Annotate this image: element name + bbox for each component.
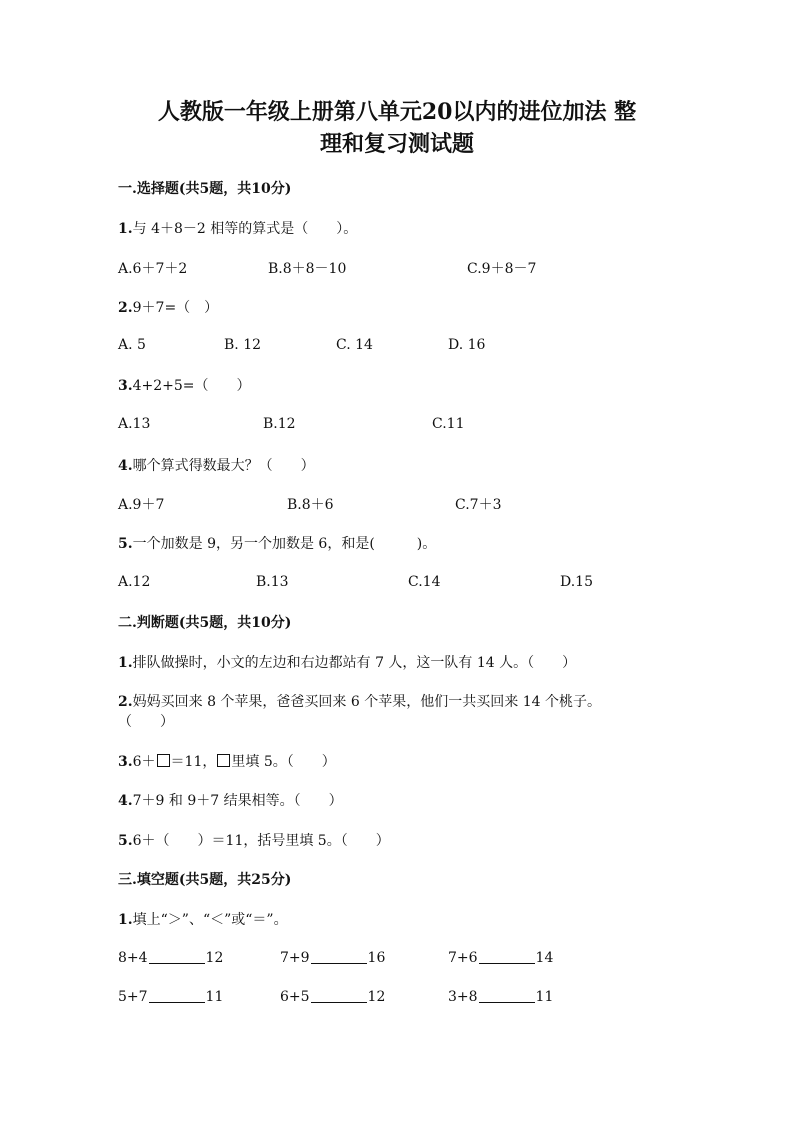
choice-q2-option-c[interactable]: C. 14	[336, 337, 373, 353]
choice-q2-option-b[interactable]: B. 12	[224, 337, 262, 353]
section-heading-judge: 二.判断题(共5题，共10分)	[118, 615, 292, 631]
section-heading-fill: 三.填空题(共5题，共25分)	[118, 872, 292, 888]
judge-question-5	[118, 830, 390, 850]
question-text: 9＋7=（ ）	[132, 300, 219, 316]
question-text: 6＋（ ）＝11，括号里填 5。（ ）	[132, 833, 390, 849]
box-placeholder-icon	[217, 754, 230, 767]
compare-left: 3+8	[448, 989, 478, 1005]
question-text: 与 4＋8－2 相等的算式是（ ）。	[132, 221, 358, 237]
question-text-mid: ＝11，	[170, 754, 217, 770]
question-number: 3.	[118, 754, 133, 770]
compare-left: 7+6	[448, 950, 478, 966]
question-text: 填上“＞”、“＜”或“＝”。	[132, 912, 288, 928]
choice-q5-option-a[interactable]: A.12	[118, 574, 151, 590]
choice-q5-option-d[interactable]: D.15	[560, 574, 593, 590]
compare-right: 11	[205, 989, 224, 1005]
choice-q3-option-c[interactable]: C.11	[432, 416, 465, 432]
question-text-pre: 6＋	[132, 754, 156, 770]
choice-q5-option-b[interactable]: B.13	[256, 574, 289, 590]
answer-blank[interactable]	[149, 963, 205, 964]
compare-item	[118, 989, 223, 1005]
answer-blank[interactable]	[311, 963, 367, 964]
choice-question-3	[118, 375, 251, 395]
choice-q3-option-b[interactable]: B.12	[263, 416, 296, 432]
choice-q2-option-a[interactable]: A. 5	[118, 337, 146, 353]
answer-blank[interactable]	[149, 1002, 205, 1003]
judge-question-3	[118, 751, 336, 771]
question-number: 2.	[118, 694, 133, 710]
choice-q4-option-b[interactable]: B.8＋6	[287, 497, 334, 513]
question-number: 5.	[118, 833, 133, 849]
question-text: 4+2+5=（ ）	[132, 378, 251, 394]
page-title	[100, 96, 694, 160]
compare-left: 7+9	[280, 950, 310, 966]
compare-item	[280, 989, 385, 1005]
choice-q4-option-a[interactable]: A.9＋7	[118, 497, 165, 513]
choice-q1-option-a[interactable]: A.6＋7＋2	[118, 261, 188, 277]
choice-q3-option-a[interactable]: A.13	[118, 416, 151, 432]
compare-right: 16	[367, 950, 386, 966]
judge-question-2	[118, 691, 601, 711]
question-number: 5.	[118, 536, 133, 552]
compare-right: 11	[535, 989, 554, 1005]
question-text: 7＋9 和 9＋7 结果相等。（ ）	[132, 793, 343, 809]
compare-item	[448, 950, 553, 966]
compare-item	[448, 989, 553, 1005]
question-text: 妈妈买回来 8 个苹果，爸爸买回来 6 个苹果，他们一共买回来 14 个桃子。	[132, 694, 601, 710]
choice-question-4	[118, 455, 315, 475]
compare-left: 6+5	[280, 989, 310, 1005]
judge-question-2-answer-paren: （ ）	[118, 714, 174, 730]
choice-question-5	[118, 533, 436, 553]
compare-right: 12	[367, 989, 386, 1005]
question-number: 1.	[118, 912, 133, 928]
page-title-line1: 人教版一年级上册第八单元20以内的进位加法 整	[157, 99, 637, 125]
question-number: 2.	[118, 300, 133, 316]
choice-q4-option-c[interactable]: C.7＋3	[455, 497, 502, 513]
question-number: 4.	[118, 458, 133, 474]
question-text-post: 里填 5。（ ）	[231, 754, 336, 770]
compare-item	[118, 950, 223, 966]
judge-question-1	[118, 652, 576, 672]
answer-blank[interactable]	[311, 1002, 367, 1003]
question-text: 排队做操时，小文的左边和右边都站有 7 人，这一队有 14 人。（ ）	[132, 655, 577, 671]
question-number: 1.	[118, 221, 133, 237]
compare-right: 14	[535, 950, 554, 966]
compare-left: 5+7	[118, 989, 148, 1005]
question-text: 一个加数是 9，另一个加数是 6，和是( )。	[132, 536, 437, 552]
choice-q1-option-c[interactable]: C.9＋8－7	[467, 261, 537, 277]
box-placeholder-icon	[157, 754, 170, 767]
judge-question-4	[118, 790, 343, 810]
question-number: 1.	[118, 655, 133, 671]
fill-question-1	[118, 909, 288, 929]
question-number: 4.	[118, 793, 133, 809]
compare-item	[280, 950, 385, 966]
choice-question-1	[118, 218, 357, 238]
answer-blank[interactable]	[479, 963, 535, 964]
choice-q1-option-b[interactable]: B.8＋8－10	[268, 261, 347, 277]
choice-q2-option-d[interactable]: D. 16	[448, 337, 486, 353]
question-number: 3.	[118, 378, 133, 394]
question-text: 哪个算式得数最大？（ ）	[132, 458, 315, 474]
page-title-line2: 理和复习测试题	[319, 131, 474, 157]
answer-blank[interactable]	[479, 1002, 535, 1003]
compare-right: 12	[205, 950, 224, 966]
section-heading-choice: 一.选择题(共5题，共10分)	[118, 181, 292, 197]
compare-left: 8+4	[118, 950, 148, 966]
choice-q5-option-c[interactable]: C.14	[408, 574, 441, 590]
choice-question-2	[118, 297, 218, 317]
